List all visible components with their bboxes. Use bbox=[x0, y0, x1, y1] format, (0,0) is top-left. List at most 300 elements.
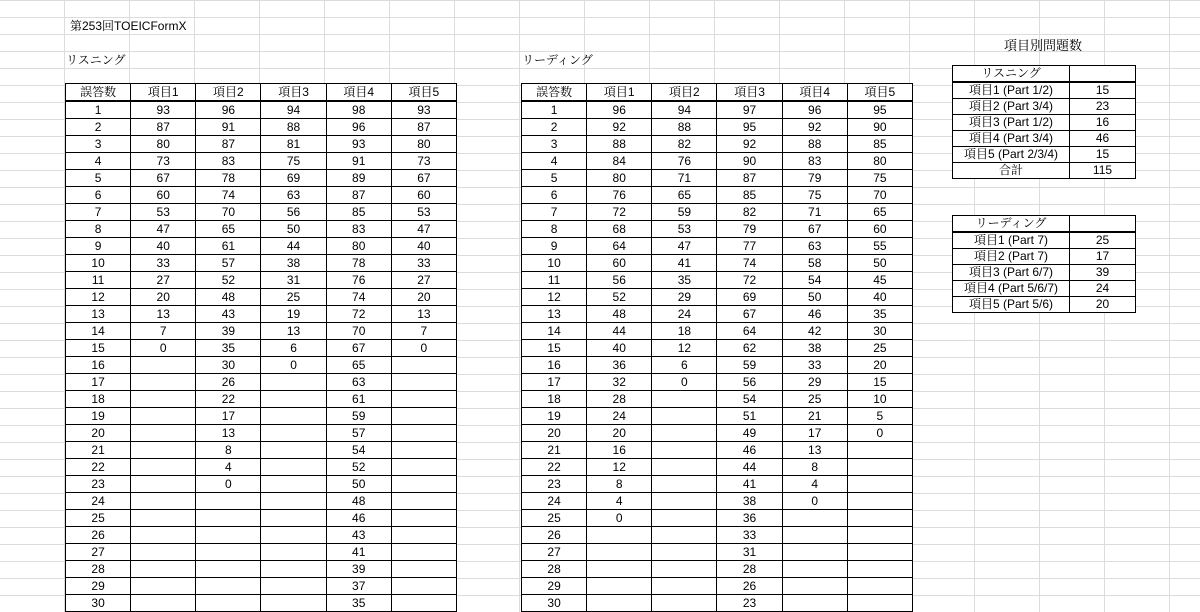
table-cell[interactable]: 41 bbox=[717, 476, 782, 493]
table-cell[interactable]: 26 bbox=[196, 374, 261, 391]
table-cell[interactable]: 7 bbox=[66, 204, 131, 221]
table-cell[interactable]: 14 bbox=[66, 323, 131, 340]
table-cell[interactable] bbox=[196, 527, 261, 544]
table-cell[interactable] bbox=[652, 391, 717, 408]
table-cell[interactable] bbox=[196, 561, 261, 578]
table-cell[interactable] bbox=[261, 425, 326, 442]
table-cell[interactable]: 67 bbox=[782, 221, 847, 238]
table-cell[interactable]: 85 bbox=[326, 204, 391, 221]
summary-item-label[interactable]: 合計 bbox=[953, 163, 1070, 179]
table-cell[interactable]: 24 bbox=[66, 493, 131, 510]
table-cell[interactable]: 57 bbox=[326, 425, 391, 442]
table-cell[interactable]: 20 bbox=[587, 425, 652, 442]
table-cell[interactable]: 93 bbox=[131, 101, 196, 119]
table-cell[interactable]: 97 bbox=[717, 101, 782, 119]
table-cell[interactable]: 8 bbox=[196, 442, 261, 459]
table-cell[interactable] bbox=[652, 527, 717, 544]
table-cell[interactable]: 33 bbox=[782, 357, 847, 374]
table-cell[interactable]: 63 bbox=[782, 238, 847, 255]
table-cell[interactable]: 67 bbox=[326, 340, 391, 357]
table-cell[interactable]: 40 bbox=[587, 340, 652, 357]
table-cell[interactable]: 54 bbox=[782, 272, 847, 289]
table-cell[interactable]: 94 bbox=[261, 101, 326, 119]
table-cell[interactable]: 91 bbox=[326, 153, 391, 170]
summary-item-label[interactable]: 項目1 (Part 1/2) bbox=[953, 82, 1070, 99]
table-cell[interactable]: 20 bbox=[66, 425, 131, 442]
table-cell[interactable] bbox=[131, 374, 196, 391]
table-cell[interactable] bbox=[847, 510, 912, 527]
table-cell[interactable]: 13 bbox=[131, 306, 196, 323]
table-cell[interactable]: 95 bbox=[847, 101, 912, 119]
table-cell[interactable]: 31 bbox=[261, 272, 326, 289]
table-cell[interactable]: 3 bbox=[66, 136, 131, 153]
table-cell[interactable]: 13 bbox=[391, 306, 456, 323]
table-cell[interactable]: 39 bbox=[196, 323, 261, 340]
table-cell[interactable]: 81 bbox=[261, 136, 326, 153]
table-cell[interactable] bbox=[847, 476, 912, 493]
summary-item-count[interactable]: 23 bbox=[1070, 99, 1136, 115]
table-cell[interactable] bbox=[131, 510, 196, 527]
table-cell[interactable]: 70 bbox=[847, 187, 912, 204]
table-cell[interactable]: 24 bbox=[652, 306, 717, 323]
table-cell[interactable]: 65 bbox=[326, 357, 391, 374]
table-cell[interactable] bbox=[391, 476, 456, 493]
table-cell[interactable]: 6 bbox=[66, 187, 131, 204]
table-cell[interactable]: 77 bbox=[717, 238, 782, 255]
table-cell[interactable]: 18 bbox=[522, 391, 587, 408]
table-cell[interactable]: 22 bbox=[66, 459, 131, 476]
table-cell[interactable]: 55 bbox=[847, 238, 912, 255]
table-cell[interactable]: 71 bbox=[652, 170, 717, 187]
table-cell[interactable]: 6 bbox=[652, 357, 717, 374]
table-cell[interactable] bbox=[391, 408, 456, 425]
table-cell[interactable]: 14 bbox=[522, 323, 587, 340]
table-cell[interactable]: 7 bbox=[131, 323, 196, 340]
table-cell[interactable]: 24 bbox=[587, 408, 652, 425]
table-cell[interactable]: 35 bbox=[326, 595, 391, 612]
table-cell[interactable]: 19 bbox=[66, 408, 131, 425]
table-cell[interactable]: 0 bbox=[652, 374, 717, 391]
table-cell[interactable] bbox=[261, 561, 326, 578]
table-cell[interactable]: 4 bbox=[782, 476, 847, 493]
table-cell[interactable]: 76 bbox=[652, 153, 717, 170]
summary-item-label[interactable]: 項目1 (Part 7) bbox=[953, 232, 1070, 249]
table-cell[interactable]: 28 bbox=[587, 391, 652, 408]
summary-item-label[interactable]: 項目5 (Part 5/6) bbox=[953, 297, 1070, 313]
table-cell[interactable]: 35 bbox=[196, 340, 261, 357]
table-cell[interactable] bbox=[261, 442, 326, 459]
table-cell[interactable] bbox=[587, 578, 652, 595]
table-cell[interactable]: 33 bbox=[391, 255, 456, 272]
table-cell[interactable]: 79 bbox=[782, 170, 847, 187]
table-cell[interactable] bbox=[261, 374, 326, 391]
table-cell[interactable]: 62 bbox=[717, 340, 782, 357]
table-cell[interactable]: 59 bbox=[717, 357, 782, 374]
table-cell[interactable]: 79 bbox=[717, 221, 782, 238]
table-cell[interactable]: 82 bbox=[652, 136, 717, 153]
table-cell[interactable]: 43 bbox=[326, 527, 391, 544]
table-cell[interactable]: 36 bbox=[717, 510, 782, 527]
table-cell[interactable]: 30 bbox=[66, 595, 131, 612]
table-cell[interactable]: 74 bbox=[196, 187, 261, 204]
table-cell[interactable]: 64 bbox=[587, 238, 652, 255]
table-cell[interactable]: 83 bbox=[782, 153, 847, 170]
table-cell[interactable] bbox=[847, 544, 912, 561]
table-cell[interactable]: 60 bbox=[131, 187, 196, 204]
table-cell[interactable]: 0 bbox=[261, 357, 326, 374]
table-cell[interactable]: 54 bbox=[717, 391, 782, 408]
table-cell[interactable] bbox=[391, 510, 456, 527]
table-cell[interactable]: 80 bbox=[587, 170, 652, 187]
table-cell[interactable]: 85 bbox=[847, 136, 912, 153]
table-cell[interactable]: 29 bbox=[652, 289, 717, 306]
table-cell[interactable]: 44 bbox=[717, 459, 782, 476]
table-cell[interactable] bbox=[391, 578, 456, 595]
table-cell[interactable]: 52 bbox=[587, 289, 652, 306]
table-cell[interactable] bbox=[131, 391, 196, 408]
table-cell[interactable] bbox=[131, 442, 196, 459]
table-cell[interactable]: 4 bbox=[66, 153, 131, 170]
table-cell[interactable]: 27 bbox=[522, 544, 587, 561]
table-cell[interactable]: 53 bbox=[131, 204, 196, 221]
table-cell[interactable]: 48 bbox=[587, 306, 652, 323]
summary-item-count[interactable]: 16 bbox=[1070, 115, 1136, 131]
table-cell[interactable]: 26 bbox=[522, 527, 587, 544]
table-cell[interactable]: 92 bbox=[782, 119, 847, 136]
table-cell[interactable]: 75 bbox=[782, 187, 847, 204]
table-cell[interactable]: 40 bbox=[391, 238, 456, 255]
table-cell[interactable]: 72 bbox=[326, 306, 391, 323]
table-cell[interactable]: 43 bbox=[196, 306, 261, 323]
table-cell[interactable]: 83 bbox=[196, 153, 261, 170]
table-cell[interactable] bbox=[131, 561, 196, 578]
table-cell[interactable]: 41 bbox=[326, 544, 391, 561]
table-cell[interactable]: 16 bbox=[66, 357, 131, 374]
table-cell[interactable] bbox=[261, 510, 326, 527]
table-cell[interactable]: 46 bbox=[326, 510, 391, 527]
table-cell[interactable]: 28 bbox=[66, 561, 131, 578]
table-cell[interactable]: 28 bbox=[717, 561, 782, 578]
summary-item-count[interactable]: 17 bbox=[1070, 249, 1136, 265]
table-cell[interactable] bbox=[782, 578, 847, 595]
table-cell[interactable]: 60 bbox=[587, 255, 652, 272]
table-cell[interactable]: 48 bbox=[196, 289, 261, 306]
table-cell[interactable]: 63 bbox=[261, 187, 326, 204]
table-cell[interactable]: 27 bbox=[66, 544, 131, 561]
table-cell[interactable] bbox=[261, 408, 326, 425]
table-cell[interactable] bbox=[587, 527, 652, 544]
table-cell[interactable]: 29 bbox=[522, 578, 587, 595]
table-cell[interactable]: 46 bbox=[717, 442, 782, 459]
table-cell[interactable]: 88 bbox=[261, 119, 326, 136]
table-cell[interactable]: 13 bbox=[782, 442, 847, 459]
summary-item-label[interactable]: 項目3 (Part 6/7) bbox=[953, 265, 1070, 281]
table-cell[interactable] bbox=[261, 578, 326, 595]
table-cell[interactable]: 15 bbox=[66, 340, 131, 357]
table-cell[interactable]: 61 bbox=[196, 238, 261, 255]
table-cell[interactable] bbox=[131, 578, 196, 595]
table-cell[interactable]: 50 bbox=[261, 221, 326, 238]
table-cell[interactable]: 23 bbox=[66, 476, 131, 493]
summary-item-count[interactable]: 115 bbox=[1070, 163, 1136, 179]
table-cell[interactable]: 19 bbox=[261, 306, 326, 323]
table-cell[interactable]: 25 bbox=[522, 510, 587, 527]
table-cell[interactable]: 82 bbox=[717, 204, 782, 221]
table-cell[interactable]: 13 bbox=[261, 323, 326, 340]
table-cell[interactable]: 4 bbox=[196, 459, 261, 476]
table-cell[interactable]: 47 bbox=[131, 221, 196, 238]
table-cell[interactable]: 23 bbox=[522, 476, 587, 493]
summary-item-count[interactable]: 24 bbox=[1070, 281, 1136, 297]
summary-item-count[interactable]: 39 bbox=[1070, 265, 1136, 281]
table-cell[interactable]: 93 bbox=[326, 136, 391, 153]
table-cell[interactable] bbox=[391, 544, 456, 561]
summary-item-count[interactable]: 20 bbox=[1070, 297, 1136, 313]
table-cell[interactable]: 41 bbox=[652, 255, 717, 272]
table-cell[interactable]: 30 bbox=[196, 357, 261, 374]
table-cell[interactable]: 56 bbox=[587, 272, 652, 289]
table-cell[interactable]: 1 bbox=[66, 101, 131, 119]
table-cell[interactable] bbox=[131, 459, 196, 476]
table-cell[interactable]: 70 bbox=[196, 204, 261, 221]
table-cell[interactable]: 27 bbox=[131, 272, 196, 289]
table-cell[interactable]: 80 bbox=[847, 153, 912, 170]
table-cell[interactable]: 20 bbox=[131, 289, 196, 306]
table-cell[interactable]: 3 bbox=[522, 136, 587, 153]
table-cell[interactable]: 76 bbox=[326, 272, 391, 289]
table-cell[interactable]: 25 bbox=[66, 510, 131, 527]
table-cell[interactable]: 29 bbox=[66, 578, 131, 595]
table-cell[interactable]: 56 bbox=[261, 204, 326, 221]
table-cell[interactable]: 10 bbox=[847, 391, 912, 408]
table-cell[interactable]: 28 bbox=[522, 561, 587, 578]
table-cell[interactable]: 67 bbox=[391, 170, 456, 187]
table-cell[interactable]: 20 bbox=[847, 357, 912, 374]
table-cell[interactable] bbox=[391, 374, 456, 391]
summary-item-label[interactable]: 項目5 (Part 2/3/4) bbox=[953, 147, 1070, 163]
table-cell[interactable]: 0 bbox=[196, 476, 261, 493]
table-cell[interactable] bbox=[391, 391, 456, 408]
summary-item-label[interactable]: 項目4 (Part 5/6/7) bbox=[953, 281, 1070, 297]
table-cell[interactable]: 31 bbox=[717, 544, 782, 561]
table-cell[interactable] bbox=[196, 510, 261, 527]
table-cell[interactable]: 8 bbox=[587, 476, 652, 493]
table-cell[interactable]: 13 bbox=[196, 425, 261, 442]
table-cell[interactable]: 65 bbox=[652, 187, 717, 204]
table-cell[interactable]: 25 bbox=[782, 391, 847, 408]
table-cell[interactable]: 35 bbox=[652, 272, 717, 289]
table-cell[interactable]: 24 bbox=[522, 493, 587, 510]
table-cell[interactable]: 59 bbox=[326, 408, 391, 425]
table-cell[interactable]: 26 bbox=[66, 527, 131, 544]
table-cell[interactable]: 70 bbox=[326, 323, 391, 340]
table-cell[interactable] bbox=[391, 442, 456, 459]
table-cell[interactable]: 53 bbox=[391, 204, 456, 221]
table-cell[interactable]: 52 bbox=[326, 459, 391, 476]
table-cell[interactable]: 91 bbox=[196, 119, 261, 136]
table-cell[interactable]: 57 bbox=[196, 255, 261, 272]
table-cell[interactable] bbox=[652, 476, 717, 493]
table-cell[interactable]: 80 bbox=[391, 136, 456, 153]
table-cell[interactable]: 21 bbox=[782, 408, 847, 425]
table-cell[interactable]: 76 bbox=[587, 187, 652, 204]
table-cell[interactable]: 17 bbox=[522, 374, 587, 391]
table-cell[interactable]: 38 bbox=[261, 255, 326, 272]
table-cell[interactable]: 5 bbox=[66, 170, 131, 187]
table-cell[interactable]: 72 bbox=[587, 204, 652, 221]
table-cell[interactable]: 60 bbox=[391, 187, 456, 204]
table-cell[interactable]: 87 bbox=[391, 119, 456, 136]
table-cell[interactable]: 7 bbox=[522, 204, 587, 221]
table-cell[interactable]: 36 bbox=[587, 357, 652, 374]
table-cell[interactable]: 39 bbox=[326, 561, 391, 578]
table-cell[interactable] bbox=[196, 578, 261, 595]
table-cell[interactable] bbox=[391, 561, 456, 578]
table-cell[interactable]: 0 bbox=[391, 340, 456, 357]
table-cell[interactable] bbox=[261, 476, 326, 493]
table-cell[interactable]: 21 bbox=[522, 442, 587, 459]
table-cell[interactable] bbox=[261, 459, 326, 476]
table-cell[interactable]: 11 bbox=[66, 272, 131, 289]
table-cell[interactable] bbox=[587, 544, 652, 561]
table-cell[interactable]: 4 bbox=[522, 153, 587, 170]
table-cell[interactable]: 87 bbox=[717, 170, 782, 187]
table-cell[interactable]: 26 bbox=[717, 578, 782, 595]
summary-item-count[interactable]: 25 bbox=[1070, 232, 1136, 249]
table-cell[interactable]: 75 bbox=[261, 153, 326, 170]
table-cell[interactable] bbox=[847, 578, 912, 595]
table-cell[interactable]: 20 bbox=[522, 425, 587, 442]
table-cell[interactable]: 92 bbox=[717, 136, 782, 153]
table-cell[interactable]: 40 bbox=[847, 289, 912, 306]
table-cell[interactable]: 22 bbox=[522, 459, 587, 476]
table-cell[interactable]: 12 bbox=[587, 459, 652, 476]
table-cell[interactable]: 96 bbox=[326, 119, 391, 136]
table-cell[interactable]: 49 bbox=[717, 425, 782, 442]
table-cell[interactable]: 0 bbox=[587, 510, 652, 527]
table-cell[interactable] bbox=[261, 544, 326, 561]
table-cell[interactable] bbox=[652, 425, 717, 442]
table-cell[interactable]: 35 bbox=[847, 306, 912, 323]
table-cell[interactable]: 64 bbox=[717, 323, 782, 340]
table-cell[interactable] bbox=[391, 527, 456, 544]
table-cell[interactable] bbox=[131, 357, 196, 374]
table-cell[interactable]: 23 bbox=[717, 595, 782, 612]
table-cell[interactable]: 12 bbox=[66, 289, 131, 306]
table-cell[interactable]: 53 bbox=[652, 221, 717, 238]
table-cell[interactable]: 9 bbox=[66, 238, 131, 255]
table-cell[interactable]: 84 bbox=[587, 153, 652, 170]
table-cell[interactable]: 25 bbox=[261, 289, 326, 306]
table-cell[interactable]: 96 bbox=[782, 101, 847, 119]
table-cell[interactable] bbox=[391, 357, 456, 374]
table-cell[interactable]: 54 bbox=[326, 442, 391, 459]
table-cell[interactable]: 25 bbox=[847, 340, 912, 357]
table-cell[interactable]: 88 bbox=[652, 119, 717, 136]
table-cell[interactable]: 80 bbox=[326, 238, 391, 255]
table-cell[interactable]: 50 bbox=[326, 476, 391, 493]
table-cell[interactable]: 18 bbox=[66, 391, 131, 408]
table-cell[interactable]: 17 bbox=[196, 408, 261, 425]
table-cell[interactable] bbox=[847, 493, 912, 510]
table-cell[interactable]: 8 bbox=[522, 221, 587, 238]
summary-item-label[interactable]: 項目2 (Part 7) bbox=[953, 249, 1070, 265]
table-cell[interactable] bbox=[131, 493, 196, 510]
table-cell[interactable] bbox=[652, 493, 717, 510]
table-cell[interactable]: 83 bbox=[326, 221, 391, 238]
summary-item-label[interactable]: 項目4 (Part 3/4) bbox=[953, 131, 1070, 147]
table-cell[interactable]: 89 bbox=[326, 170, 391, 187]
table-cell[interactable]: 30 bbox=[847, 323, 912, 340]
table-cell[interactable]: 96 bbox=[196, 101, 261, 119]
table-cell[interactable]: 38 bbox=[717, 493, 782, 510]
table-cell[interactable]: 71 bbox=[782, 204, 847, 221]
table-cell[interactable]: 73 bbox=[131, 153, 196, 170]
table-cell[interactable]: 90 bbox=[717, 153, 782, 170]
table-cell[interactable]: 45 bbox=[847, 272, 912, 289]
table-cell[interactable] bbox=[131, 425, 196, 442]
summary-item-label[interactable]: 項目2 (Part 3/4) bbox=[953, 99, 1070, 115]
table-cell[interactable]: 87 bbox=[196, 136, 261, 153]
table-cell[interactable]: 17 bbox=[782, 425, 847, 442]
table-cell[interactable]: 7 bbox=[391, 323, 456, 340]
table-cell[interactable]: 72 bbox=[717, 272, 782, 289]
table-cell[interactable] bbox=[261, 391, 326, 408]
table-cell[interactable] bbox=[131, 476, 196, 493]
table-cell[interactable]: 13 bbox=[522, 306, 587, 323]
summary-item-label[interactable]: 項目3 (Part 1/2) bbox=[953, 115, 1070, 131]
table-cell[interactable]: 5 bbox=[522, 170, 587, 187]
table-cell[interactable]: 74 bbox=[326, 289, 391, 306]
table-cell[interactable]: 75 bbox=[847, 170, 912, 187]
table-cell[interactable] bbox=[847, 459, 912, 476]
table-cell[interactable]: 10 bbox=[522, 255, 587, 272]
table-cell[interactable]: 19 bbox=[522, 408, 587, 425]
table-cell[interactable]: 40 bbox=[131, 238, 196, 255]
table-cell[interactable]: 47 bbox=[391, 221, 456, 238]
table-cell[interactable] bbox=[847, 561, 912, 578]
table-cell[interactable]: 4 bbox=[587, 493, 652, 510]
table-cell[interactable]: 69 bbox=[261, 170, 326, 187]
table-cell[interactable]: 78 bbox=[326, 255, 391, 272]
table-cell[interactable] bbox=[652, 544, 717, 561]
table-cell[interactable] bbox=[782, 527, 847, 544]
table-cell[interactable]: 88 bbox=[587, 136, 652, 153]
table-cell[interactable] bbox=[782, 544, 847, 561]
table-cell[interactable]: 38 bbox=[782, 340, 847, 357]
table-cell[interactable]: 96 bbox=[587, 101, 652, 119]
table-cell[interactable]: 90 bbox=[847, 119, 912, 136]
table-cell[interactable]: 0 bbox=[782, 493, 847, 510]
table-cell[interactable]: 87 bbox=[131, 119, 196, 136]
table-cell[interactable]: 32 bbox=[587, 374, 652, 391]
table-cell[interactable]: 42 bbox=[782, 323, 847, 340]
table-cell[interactable]: 58 bbox=[782, 255, 847, 272]
table-cell[interactable]: 2 bbox=[66, 119, 131, 136]
table-cell[interactable]: 65 bbox=[196, 221, 261, 238]
table-cell[interactable]: 88 bbox=[782, 136, 847, 153]
table-cell[interactable]: 8 bbox=[66, 221, 131, 238]
table-cell[interactable]: 8 bbox=[782, 459, 847, 476]
table-cell[interactable]: 0 bbox=[847, 425, 912, 442]
table-cell[interactable] bbox=[131, 527, 196, 544]
table-cell[interactable] bbox=[652, 459, 717, 476]
table-cell[interactable]: 21 bbox=[66, 442, 131, 459]
table-cell[interactable]: 27 bbox=[391, 272, 456, 289]
table-cell[interactable]: 5 bbox=[847, 408, 912, 425]
table-cell[interactable] bbox=[261, 527, 326, 544]
table-cell[interactable]: 85 bbox=[717, 187, 782, 204]
